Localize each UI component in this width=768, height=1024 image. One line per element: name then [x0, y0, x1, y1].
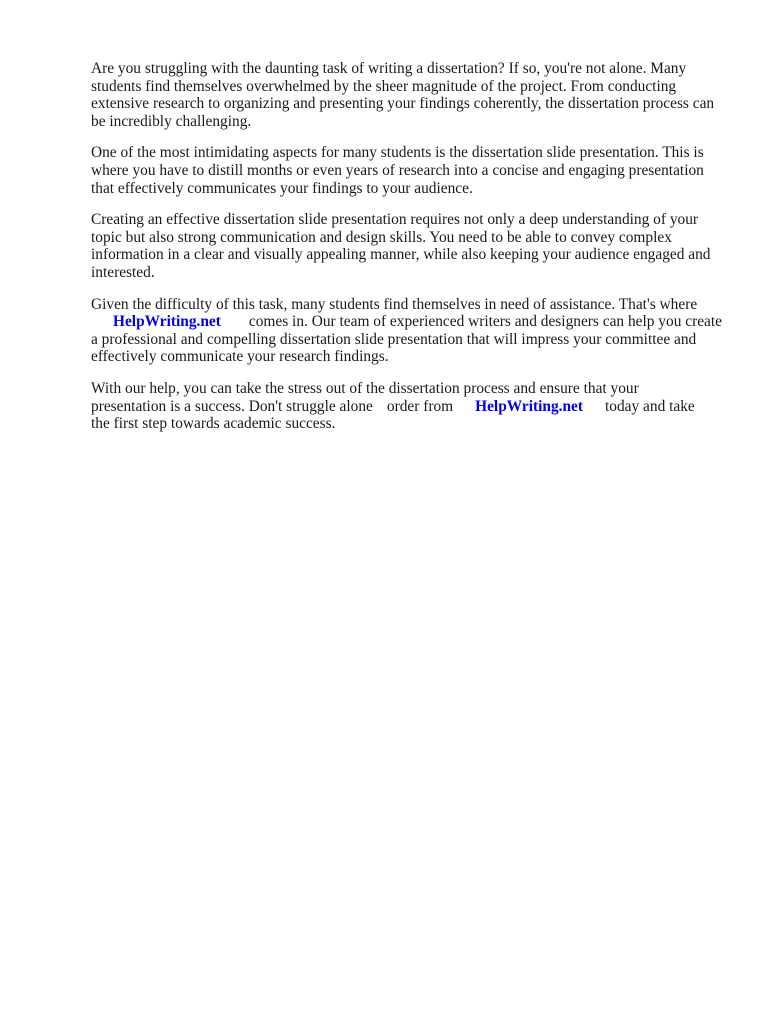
text-line: With our help, you can take the stress out of the dissertation process and ensure that your: [91, 379, 639, 397]
text-line-with-link: [91, 398, 731, 416]
text-line: a professional and compelling dissertation slide presentation that will impress your committee and: [91, 330, 697, 348]
text-line-with-link: [91, 313, 731, 331]
text-fragment: order from: [386, 397, 454, 415]
text-line: information in a clear and visually appealing manner, while also keeping your audience engaged and: [91, 246, 711, 264]
text-line: topic but also strong communication and design skills. You need to be able to convey complex: [91, 228, 672, 246]
text-line: that effectively communicates your findings to your audience.: [91, 179, 473, 197]
text-fragment: presentation is a success. Don't struggle alone: [91, 397, 373, 415]
text-line: students find themselves overwhelmed by the sheer magnitude of the project. From conducting: [91, 77, 677, 95]
text-line: effectively communicate your research findings.: [91, 348, 389, 366]
paragraph-call-to-action: [91, 380, 731, 433]
text-line: Are you struggling with the daunting task of writing a dissertation? If so, you're not alone. Many: [91, 60, 687, 77]
text-line: where you have to distill months or even years of research into a concise and engaging presentation: [91, 161, 704, 179]
text-line: Creating an effective dissertation slide presentation requires not only a deep understanding of your: [91, 211, 699, 229]
paragraph-skills: [91, 211, 731, 281]
text-line: be incredibly challenging.: [91, 112, 252, 130]
text-line: extensive research to organizing and presenting your findings coherently, the dissertation process can: [91, 95, 715, 113]
text-line: Given the difficulty of this task, many students find themselves in need of assistance. That's where: [91, 295, 698, 313]
text-line: the first step towards academic success.: [91, 415, 336, 433]
text-fragment: comes in. Our team of experienced writers and designers can help you create: [248, 313, 722, 331]
paragraph-assistance: [91, 296, 731, 366]
text-fragment: today and take: [605, 397, 695, 415]
paragraph-intro: [91, 60, 731, 130]
helpwriting-link[interactable]: HelpWriting.net: [475, 397, 584, 415]
paragraph-slide-presentation: [91, 144, 731, 197]
document-body: [91, 60, 731, 447]
text-line: interested.: [91, 263, 155, 281]
helpwriting-link[interactable]: HelpWriting.net: [113, 313, 221, 331]
text-line: One of the most intimidating aspects for many students is the dissertation slide presentation. This is: [91, 144, 704, 162]
